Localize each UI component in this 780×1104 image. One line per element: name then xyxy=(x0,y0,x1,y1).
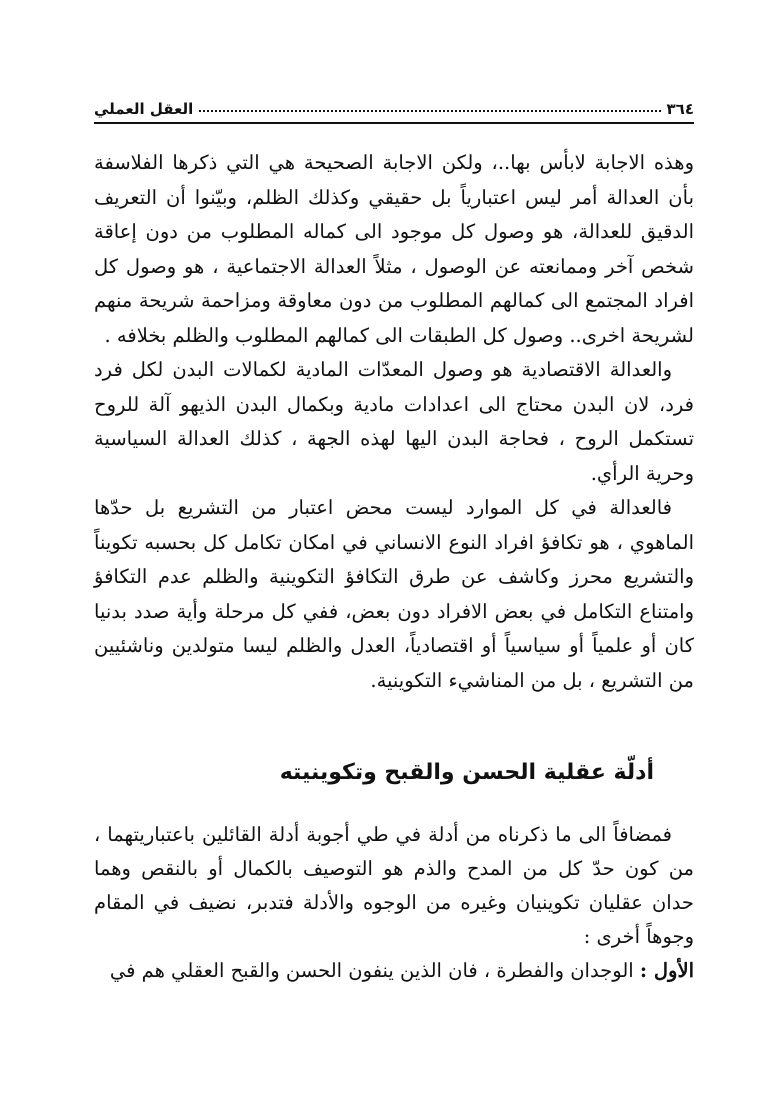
paragraph: والعدالة الاقتصادية هو وصول المعدّات المادية لكمالات البدن لكل فرد فرد، لان البدن محتاج الى اعدادات مادية وبكمال البدن الذيهو آلة للروح تستكمل الروح ، فحاجة البدن اليها لهذه الجهة ، كذلك العدالة السياسية وحرية الرأي. xyxy=(94,358,694,485)
section-heading: أدلّة عقلية الحسن والقبح وتكوينيته xyxy=(279,760,654,785)
paragraph: فمضافاً الى ما ذكرناه من أدلة في طي أجوبة أدلة القائلين باعتباريتهما ، من كون حدّ كل من المدح والذم هو التوصيف بالكمال أو بالنقص وهما حدان عقليان تكوينيان وغيره من الوجوه والأدلة فتدبر، نضيف في المقام وجوهاً أخرى : xyxy=(94,823,694,948)
page-number: ٣٦٤ xyxy=(666,100,694,118)
running-title: العقل العملي xyxy=(94,100,194,118)
point-text: الوجدان والفطرة ، فان الذين ينفون الحسن والقبح العقلي هم في xyxy=(109,959,634,982)
paragraph: فالعدالة في كل الموارد ليست محض اعتبار من التشريع بل حدّها الماهوي ، هو تكافؤ افراد النوع الانساني في امكان تكامل كل بحسبه تكويناً والتشريع محرز وكاشف عن طرق التكافؤ التكوينية والظلم عدم التكافؤ وامتناع التكامل في بعض الافراد دون بعض، ففي كل مرحلة وأية صدد بدنيا كان أو علمياً أو سياسياً أو اقتصادياً، العدل والظلم ليسا متولدين وناشئيين من التشريع ، بل من المناشيء التكوينية. xyxy=(94,496,694,692)
paragraph: وهذه الاجابة لابأس بها..، ولكن الاجابة الصحيحة هي التي ذكرها الفلاسفة بأن العدالة أمر ليس اعتبارياً بل حقيقي وكذلك الظلم، وبيّنوا أن التعريف الدقيق للعدالة، هو وصول كل موجود الى كماله المطلوب من دون إعاقة شخص آخر وممانعته عن الوصول ، مثلاً العدالة الاجتماعية ، هو وصول كل افراد المجتمع الى كمالهم المطلوب من دون معاوقة ومزاحمة شريحة منهم لشريحة اخرى.. وصول كل الطبقات الى كمالهم المطلوب والظلم بخلافه . xyxy=(94,151,694,347)
main-text xyxy=(94,146,694,698)
header-dotted-leader xyxy=(199,109,660,112)
paragraph-first-point xyxy=(94,954,694,988)
section-text xyxy=(94,818,694,988)
point-label: الأول : xyxy=(639,959,694,982)
page-header xyxy=(94,92,694,124)
